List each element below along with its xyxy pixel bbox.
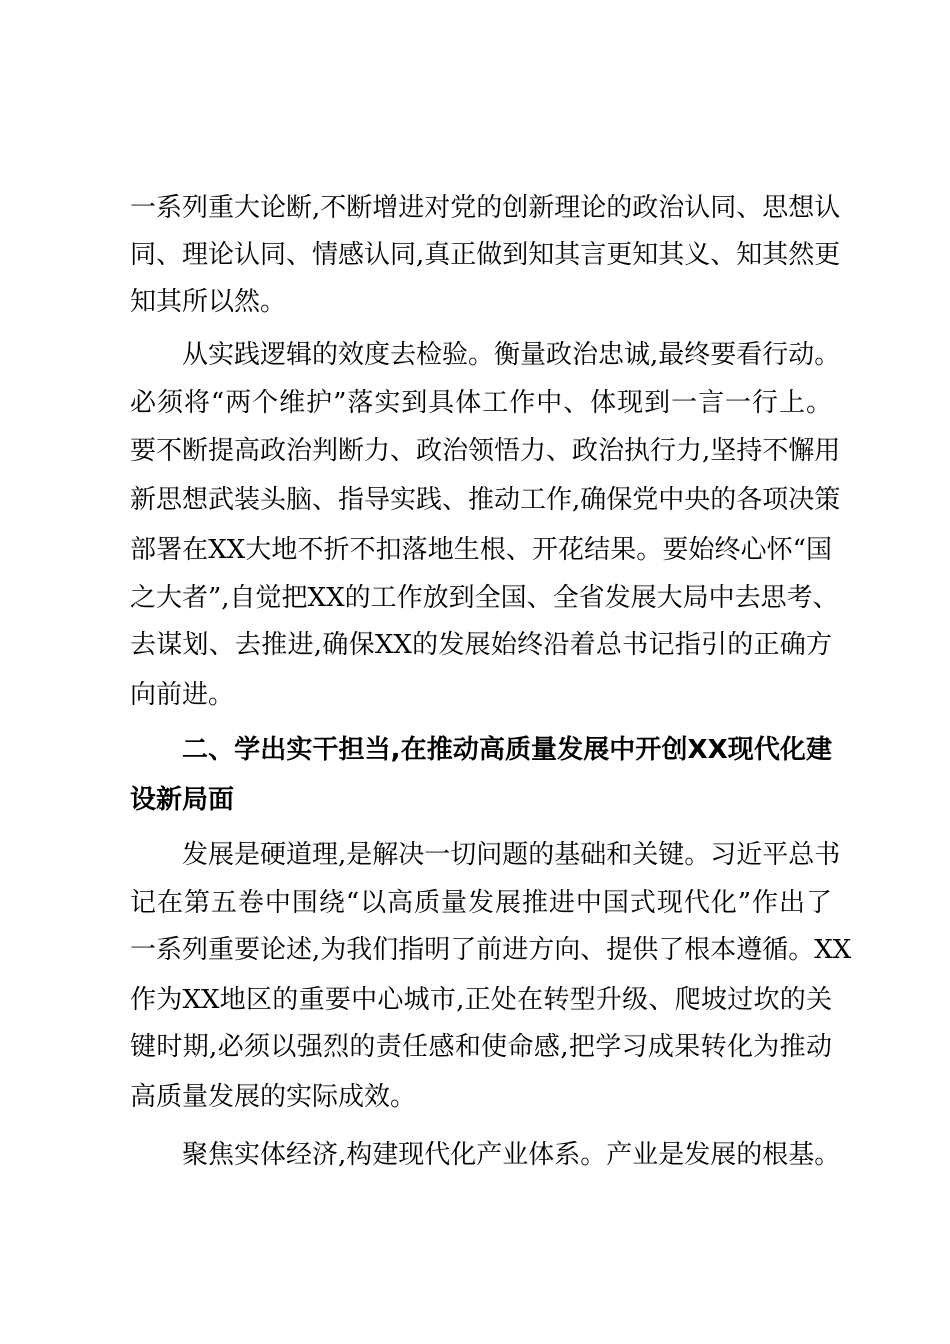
paragraph-start-line: 聚焦实体经济,构建现代化产业体系。产业是发展的根基。 [182,1140,841,1170]
body-text-line: 必须将“两个维护”落实到具体工作中、体现到一言一行上。 [130,388,832,418]
paragraph-start-line: 从实践逻辑的效度去检验。衡量政治忠诚,最终要看行动。 [182,340,841,370]
body-text-line: 键时期,必须以强烈的责任感和使命感,把学习成果转化为推动 [130,1032,832,1062]
body-text-line: 一系列重大论断,不断增进对党的创新理论的政治认同、思想认 [130,193,841,223]
body-text-line: 知其所以然。 [130,287,287,317]
body-text-line: 向前进。 [130,680,235,710]
body-text-line: 要不断提高政治判断力、政治领悟力、政治执行力,坚持不懈用 [130,436,841,466]
body-text-line: 去谋划、去推进,确保XX的发展始终沿着总书记指引的正确方 [130,630,832,660]
section-heading: 二、学出实干担当,在推动高质量发展中开创XX现代化建 [182,735,832,765]
body-text-line: 之大者”,自觉把XX的工作放到全国、全省发展大局中去思考、 [130,583,839,613]
body-text-line: 同、理论认同、情感认同,真正做到知其言更知其义、知其然更 [130,240,841,270]
body-text-line: 作为XX地区的重要中心城市,正处在转型升级、爬坡过坎的关 [130,985,832,1015]
paragraph-start-line: 发展是硬道理,是解决一切问题的基础和关键。习近平总书 [182,840,841,870]
body-text-line: 部署在XX大地不折不扣落地生根、开花结果。要始终心怀“国 [130,535,832,565]
body-text-line: 记在第五卷中围绕“以高质量发展推进中国式现代化”作出了 [130,888,832,918]
body-text-line: 新思想武装头脑、指导实践、推动工作,确保党中央的各项决策 [130,485,841,515]
body-text-line: 高质量发展的实际成效。 [130,1082,417,1112]
section-heading: 设新局面 [130,785,235,815]
body-text-line: 一系列重要论述,为我们指明了前进方向、提供了根本遵循。XX [130,935,852,965]
